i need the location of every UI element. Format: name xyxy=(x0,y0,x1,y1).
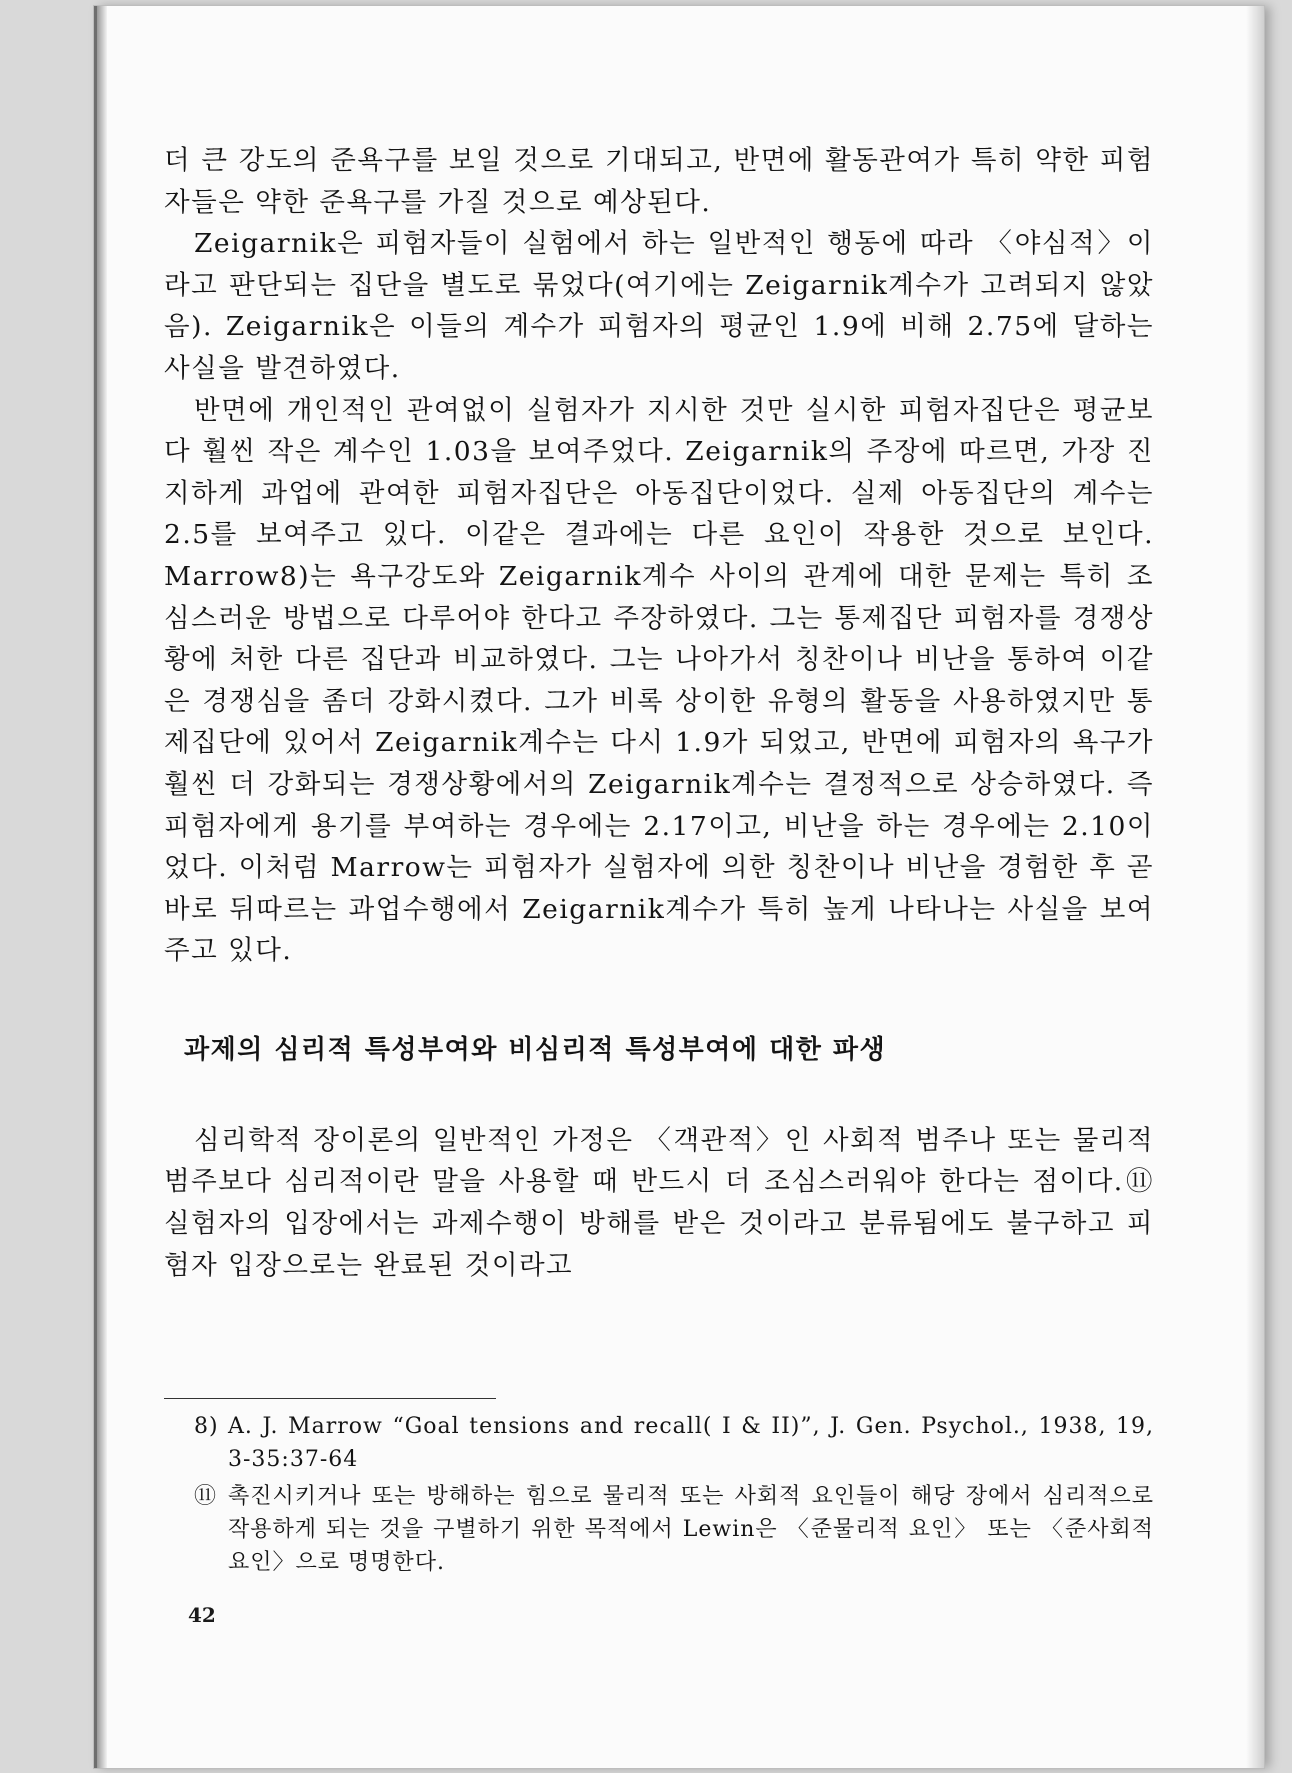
footnote-text: 촉진시키거나 또는 방해하는 힘으로 물리적 또는 사회적 요인들이 해당 장에서 심리적으로 작용하게 되는 것을 구별하기 위한 목적에서 Lewin은 〈준물리적 요인〉 또는 〈준사회적 요인〉으로 명명한다. xyxy=(228,1484,1154,1575)
paragraph-zeigarnik-ambitious: Zeigarnik은 피험자들이 실험에서 하는 일반적인 행동에 따라 〈야심적〉이라고 판단되는 집단을 별도로 묶었다(여기에는 Zeigarnik계수가 고려되지 않았음). Zeigarnik은 이들의 계수가 피험자의 평균인 1.9에 비해 2.75에 달하는 사실을 발견하였다. xyxy=(164,228,1154,384)
page-number: 42 xyxy=(188,1603,216,1627)
footnote-8 xyxy=(194,1410,1154,1476)
footnote-mark: 8) xyxy=(194,1414,219,1439)
paragraph-marrow: 반면에 개인적인 관여없이 실험자가 지시한 것만 실시한 피험자집단은 평균보다 훨씬 작은 계수인 1.03을 보여주었다. Zeigarnik의 주장에 따르면, 가장 진지하게 과업에 관여한 피험자집단은 아동집단이었다. 실제 아동집단의 계수는 2.5를 보여주고 있다. 이같은 결과에는 다른 요인이 작용한 것으로 보인다. Marrow8)는 욕구강도와 Zeigarnik계수 사이의 관계에 대한 문제는 특히 조심스러운 방법으로 다루어야 한다고 주장하였다. 그는 통제집단 피험자를 경쟁상황에 처한 다른 집단과 비교하였다. 그는 나아가서 칭찬이나 비난을 통하여 이같은 경쟁심을 좀더 강화시켰다. 그가 비록 상이한 유형의 활동을 사용하였지만 통제집단에 있어서 Zeigarnik계수는 다시 1.9가 되었고, 반면에 피험자의 욕구가 훨씬 더 강화되는 경쟁상황에서의 Zeigarnik계수는 결정적으로 상승하였다. 즉 피험자에게 용기를 부여하는 경우에는 2.17이고, 비난을 하는 경우에는 2.10이었다. 이처럼 Marrow는 피험자가 실험자에 의한 칭찬이나 비난을 경험한 후 곧 바로 뒤따르는 과업수행에서 Zeigarnik계수가 특히 높게 나타나는 사실을 보여주고 있다. xyxy=(164,394,1154,967)
paragraph-field-theory: 심리학적 장이론의 일반적인 가정은 〈객관적〉인 사회적 범주나 또는 물리적 범주보다 심리적이란 말을 사용할 때 반드시 더 조심스러워야 한다는 점이다.⑪ 실험자의 입장에서는 과제수행이 방해를 받은 것이라고 분류됨에도 불구하고 피험자 입장으로는 완료된 것이라고 xyxy=(164,1124,1154,1281)
main-text xyxy=(164,140,1154,1286)
section-heading: 과제의 심리적 특성부여와 비심리적 특성부여에 대한 파생 xyxy=(184,1034,887,1065)
footnote-mark: ⑪ xyxy=(194,1484,218,1509)
footnote-11 xyxy=(194,1480,1154,1579)
footnotes xyxy=(194,1410,1154,1583)
paragraph-continued: 더 큰 강도의 준욕구를 보일 것으로 기대되고, 반면에 활동관여가 특히 약한 피험자들은 약한 준욕구를 가질 것으로 예상된다. xyxy=(164,145,1154,218)
footnote-divider xyxy=(164,1398,496,1399)
footnote-text: A. J. Marrow “Goal tensions and recall( I & II)”, J. Gen. Psychol., 1938, 19, 3-35:37-64 xyxy=(228,1414,1154,1472)
page-binding-shadow xyxy=(97,6,107,1768)
page-right-edge xyxy=(1246,6,1264,1768)
